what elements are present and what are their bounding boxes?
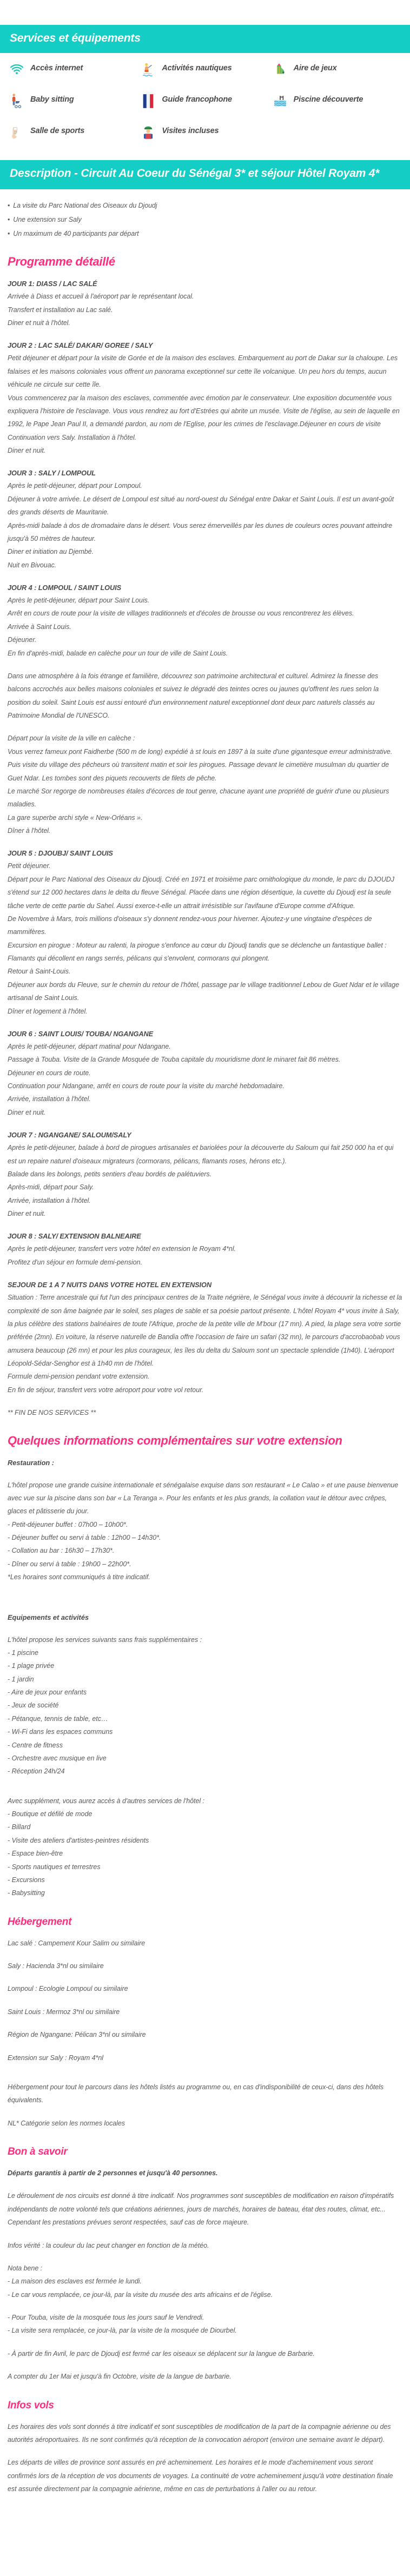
day-paragraph: Balade dans les bolongs, petits sentiers d'eau bordés de palétuviers.: [8, 1170, 211, 1178]
equipement-item: - 1 piscine: [8, 1648, 38, 1657]
spacer: [8, 2360, 402, 2370]
day-title-3: JOUR 3 : SALY / LOMPOUL: [8, 469, 96, 478]
equipement-item: - Centre de fitness: [8, 1741, 63, 1749]
equipement-item: - Aire de jeux pour enfants: [8, 1688, 87, 1697]
day-paragraph: Vous commencerez par la maison des esclaves, commentée avec émotion par le conservateur. Une exposition documentée vous expliquera l'histoire de l'esclavage. Vous vous rendrez au fort d'Estrées qui abrite un musée. Visite de l'église, au sein de laquelle en 1992, le Pape Jean Paul II, a demandé pardon, au nom de l'Eglise, pour les crimes de l'esclavage.Déjeuner en cours de visite: [8, 394, 400, 428]
equipement-item: - 1 jardin: [8, 1675, 34, 1683]
nota-bene-item: - La maison des esclaves est fermée le lundi.: [8, 2277, 142, 2286]
equipements-free-intro: L'hôtel propose les services suivants sans frais supplémentaires :: [8, 1635, 202, 1644]
service-label: Accès internet: [30, 63, 83, 72]
hebergement-line: Extension sur Saly : Royam 4*nl: [8, 2054, 104, 2062]
equipement-item: - Jeux de société: [8, 1701, 59, 1710]
infos-vols-heading: Infos vols: [8, 2399, 54, 2411]
bon-a-savoir-closing: A compter du 1er Mai et jusqu'à fin Octobre, visite de la langue de barbarie.: [8, 2373, 232, 2381]
day-paragraph: Arrivée à Saint Louis.: [8, 623, 71, 631]
day-paragraph: Continuation vers Saly. Installation à l'hôtel.: [8, 433, 137, 441]
fitness-icon: [8, 123, 26, 142]
day-paragraph: Diner et nuit.: [8, 1108, 46, 1116]
day-paragraph: Arrivée, installation à l'hôtel.: [8, 1095, 91, 1103]
extension-paragraph: En fin de séjour, transfert vers votre aéroport pour votre vol retour.: [8, 1386, 204, 1394]
day-title-4: JOUR 4 : LOMPOUL / SAINT LOUIS: [8, 584, 122, 592]
equipement-item: - Babysitting: [8, 1889, 45, 1897]
spacer: [8, 660, 402, 670]
infos-vols-paragraph: Les départs de villes de province sont assurés en pré acheminement. Les horaires et le mode d'acheminement vous seront confirmés lors de la réception de vos documents de voyages. La continuité de votre acheminement jusqu'à votre destination finale est assurée directement par la compagnie aérienne, même en cas de perturbations à l'aller ou au retour.: [8, 2459, 393, 2493]
equipement-item: - Orchestre avec musique en live: [8, 1754, 107, 1762]
service-label: Piscine découverte: [293, 95, 363, 104]
day-title-8: JOUR 8 : SALY/ EXTENSION BALNEAIRE: [8, 1232, 141, 1241]
description-content: [0, 199, 410, 2512]
service-label: Guide francophone: [162, 95, 232, 104]
equipements-paid-intro: Avec supplément, vous aurez accès à d'autres services de l'hôtel :: [8, 1797, 204, 1805]
swimming-pool-icon: [271, 92, 289, 110]
spacer: [8, 1624, 402, 1633]
nota-bene-item: - Le car vous remplacée, ce jour-là, par la visite du musée des arts africains et de l'église.: [8, 2290, 273, 2299]
spacer: [8, 2495, 402, 2512]
service-item-visites-incluses: [139, 123, 270, 146]
day-paragraph: Après le petit-déjeuner, balade à bord de pirogues artisanales et bariolées pour la découverte du Saloum qui fait 250 000 ha et qui est un repaire naturel d'oiseaux migrateurs (cormorans, pélicans, flamants roses, hérons etc.).: [8, 1144, 394, 1165]
service-item-guide-francophone: [139, 92, 270, 115]
spacer: [8, 2180, 402, 2189]
equipement-item: - Visite des ateliers d'artistes-peintres résidents: [8, 1836, 149, 1844]
spacer: [8, 1778, 402, 1794]
day-title-7: JOUR 7 : NGANGANE/ SALOUM/SALY: [8, 1131, 131, 1140]
day-paragraph: Après le petit-déjeuner, transfert vers votre hôtel en extension le Royam 4*nl.: [8, 1245, 236, 1253]
highlight-item: • La visite du Parc National des Oiseaux du Djoudj: [8, 199, 402, 213]
service-item-piscine-decouverte: [271, 92, 402, 115]
day-paragraph: De Novembre à Mars, trois millions d'oiseaux s'y donnent rendez-vous pour hiverner. Ajoutez-y une vingtaine d'espèces de mammifères.: [8, 915, 372, 936]
service-label: Visites incluses: [162, 126, 219, 135]
highlight-item: • Une extension sur Saly: [8, 213, 402, 227]
day-paragraph: Diner et initiation au Djembé.: [8, 548, 94, 556]
service-label: Activités nautiques: [162, 63, 232, 72]
day-paragraph: Continuation pour Ndangane, arrêt en cours de route pour la visite du marché hebdomadaire.: [8, 1082, 285, 1090]
restauration-intro: L'hôtel propose une grande cuisine internationale et sénégalaise exquise dans son restaurant « Le Calao » et une pause bienvenue avec vue sur la piscine dans son bar « La Teranga ». Pour les enfants et les plus grands, la collation vaut le détour avec crêpes, glaces et pâtisserie du jour.: [8, 1481, 399, 1515]
nota-bene-title: Nota bene :: [8, 2264, 43, 2272]
service-item-empty: [271, 123, 402, 146]
day-paragraph: Arrivée à Diass et accueil à l'aéroport par le représentant local.: [8, 293, 194, 301]
nota-bene-item: - La visite sera remplacée, ce jour-là, par la visite de la mosquée de Diourbel.: [8, 2327, 237, 2335]
hebergement-line: Saly : Hacienda 3*nl ou similaire: [8, 1962, 104, 1970]
infos-vols-paragraph: Les horaires des vols sont donnés à titre indicatif et sont susceptibles de modification de la part de la compagnie aérienne ou des autorités aéroportuaires. Ils ne sont confirmés qu'à réception de la convocation aéroport (environ une semaine avant le départ).: [8, 2422, 391, 2443]
equipements-free-list: [8, 1646, 402, 1778]
day-title-2: JOUR 2 : LAC SALÉ/ DAKAR/ GOREE / SALY: [8, 341, 153, 350]
day-paragraph: En fin d'après-midi, balade en calèche pour un tour de ville de Saint Louis.: [8, 649, 228, 657]
equipement-item: - Billard: [8, 1823, 31, 1831]
spacer: [8, 1950, 402, 1959]
bon-a-savoir-heading: Bon à savoir: [8, 2146, 68, 2158]
wifi-icon: [8, 61, 26, 79]
day-paragraph: La gare superbe archi style « New-Orléans ».: [8, 813, 143, 822]
day-paragraph: Profitez d'un séjour en formule demi-pension.: [8, 1258, 142, 1266]
day-paragraph: Départ pour le Parc National des Oiseaux du Djoudj. Créé en 1971 et troisième parc ornithologique du monde, le parc du DJOUDJ s'étend sur 12 000 hectares dans le delta du fleuve Sénégal. Placée dans une région désertique, la cuvette du Djoudj est la seule tâche verte de cette partie du Sahel. Aussi exerce-t-elle un attrait irrésistible sur l'avifaune d'Europe comme d'Afrique.: [8, 875, 394, 910]
day-paragraph: Arrivée, installation à l'hôtel.: [8, 1196, 91, 1204]
day-title-1: JOUR 1: DIASS / LAC SALÉ: [8, 280, 97, 288]
bon-a-savoir-closing: - À partir de fin Avril, le parc de Djoudj est fermé car les oiseaux se déplacent sur la langue de Barbarie.: [8, 2349, 315, 2358]
day-paragraph: Après le petit-déjeuner, départ pour Lompoul.: [8, 482, 142, 490]
departures-guarantee: Départs garantis à partir de 2 personnes et jusqu'à 40 personnes.: [8, 2169, 218, 2177]
schedule-item: - Petit-déjeuner buffet : 07h00 – 10h00*.: [8, 1520, 128, 1528]
water-sports-icon: [139, 61, 157, 79]
spacer: [8, 722, 402, 732]
day-paragraph: Passage à Touba. Visite de la Grande Mosquée de Touba capitale du mouridisme dont le minaret fait 86 mètres.: [8, 1056, 341, 1064]
highlight-item: • Un maximum de 40 participants par départ: [8, 227, 402, 241]
service-label: Baby sitting: [30, 95, 74, 104]
bon-a-savoir-paragraph: Le déroulement de nos circuits est donné à titre indicatif. Nos programmes sont susceptibles de modification en raison d'impératifs indépendants de notre volonté tels que créations aériennes, jours de marchés, horaires de bateau, état des routes, climat, etc... Cependant les prestations prévues seront respectées, sauf cas de force majeure.: [8, 2192, 394, 2227]
french-flag-icon: [139, 92, 157, 110]
day-paragraph: Excursion en pirogue : Moteur au ralenti, la pirogue s'enfonce au cœur du Djoudj tandis que se déclenche un fantastique ballet : Flamants qui décollent en rangs serrés, pélicans qui s'envolent, cormorans qui plongent.: [8, 941, 387, 963]
spacer: [8, 1396, 402, 1406]
equipement-item: - Réception 24h/24: [8, 1767, 65, 1776]
service-item-baby-sitting: [8, 92, 139, 115]
extension-info-heading: Quelques informations complémentaires sur votre extension: [8, 1433, 342, 1447]
baby-sitting-icon: [8, 92, 26, 110]
day-paragraph: Arrêt en cours de route pour la visite de villages traditionnels et d'écoles de brousse ou vous rencontrerez les élèves.: [8, 610, 354, 618]
schedule-item: - Dîner ou servi à table : 19h00 – 22h00*.: [8, 1560, 131, 1568]
service-label: Aire de jeux: [293, 63, 337, 72]
day-paragraph: Déjeuner aux bords du Fleuve, sur le chemin du retour de l'hôtel, passage par le village traditionnel Lebou de Guet Ndar et le village artisanal de Saint Louis.: [8, 981, 399, 1002]
equipement-item: - 1 plage privée: [8, 1662, 55, 1670]
extension-stay-title: SEJOUR DE 1 A 7 NUITS DANS VOTRE HOTEL EN EXTENSION: [8, 1281, 211, 1289]
spacer: [8, 2107, 402, 2117]
spacer: [8, 2446, 402, 2456]
hebergement-line: Lompoul : Ecologie Lompoul ou similaire: [8, 1985, 128, 1993]
day-title-6: JOUR 6 : SAINT LOUIS/ TOUBA/ NGANGANE: [8, 1029, 154, 1038]
spacer: [8, 2042, 402, 2051]
spacer: [8, 2252, 402, 2262]
day-paragraph: Déjeuner à votre arrivée. Le désert de Lompoul est situé au nord-ouest du Sénégal entre Dakar et Saint Louis. Il est un avant-goût des grands déserts de Mauritanie.: [8, 495, 394, 516]
equipement-item: - Boutique et défilé de mode: [8, 1810, 92, 1818]
day-paragraph: Après-midi balade à dos de dromadaire dans le désert. Vous serez émerveillés par les dunes de couleurs ocres pouvant atteindre jusqu'à 50 mètres de hauteur.: [8, 521, 392, 542]
day-paragraph: Le marché Sor regorge de nombreuses étales d'écorces de tout genre, chacune ayant une propriété de guérir d'une ou plusieurs maladies.: [8, 787, 389, 809]
day-paragraph: Dans une atmosphère à la fois étrange et familière, découvrez son patrimoine architectural et culturel. Admirez la finesse des balcons accrochés aux belles maisons coloniales et suivez le dégradé des teintes ocres ou jaunes qu'offrent les rues selon la position du soleil. Saint Louis est aussi entouré d'un environnement naturel exceptionnel dont deux parc naturels classés au Patrimoine Mondial de l'UNESCO.: [8, 672, 379, 720]
hebergement-note: Hébergement pour tout le parcours dans les hôtels listés au programme ou, en cas d'indisponibilité de ceux-ci, dans des hôtels équivalents.: [8, 2083, 384, 2104]
spacer: [8, 2064, 402, 2081]
restauration-footnote: *Les horaires sont communiqués à titre indicatif.: [8, 1573, 150, 1581]
equipement-item: - Excursions: [8, 1876, 45, 1884]
restauration-schedule-list: [8, 1518, 402, 1571]
equipement-item: - Pétanque, tennis de table, etc…: [8, 1714, 108, 1723]
equipement-item: - Sports nautiques et terrestres: [8, 1863, 101, 1871]
day-paragraph: Dîner et logement à l'hôtel.: [8, 1007, 88, 1015]
services-row: [8, 92, 402, 123]
restauration-title: Restauration :: [8, 1458, 55, 1467]
nota-bene-item: - Pour Touba, visite de la mosquée tous les jours sauf le Vendredi.: [8, 2314, 204, 2322]
hebergement-line: Région de Ngangane: Pélican 3*nl ou similaire: [8, 2031, 146, 2039]
spacer: [8, 2337, 402, 2347]
services-row: [8, 123, 402, 155]
equipement-item: - Wi-Fi dans les espaces communs: [8, 1728, 113, 1736]
day-paragraph: Petit déjeuner et départ pour la visite de Gorée et de la maison des esclaves. Embarquement au port de Dakar sur la chaloupe. Les falaises et les maisons coloniales vous offrent un panorama exceptionnel sur cette île volcanique. Un peu hors du temps, aucun véhicule ne circule sur cette île.: [8, 354, 398, 389]
spacer: [8, 2301, 402, 2311]
day-title-5: JOUR 5 : DJOUBJ/ SAINT LOUIS: [8, 849, 113, 858]
service-item-activites-nautiques: [139, 61, 270, 83]
tourist-icon: [139, 123, 157, 142]
day-paragraph: Déjeuner.: [8, 636, 37, 644]
schedule-item: - Déjeuner buffet ou servi à table : 12h00 – 14h30*.: [8, 1534, 161, 1542]
day-paragraph: Retour à Saint-Louis.: [8, 968, 71, 976]
programme-heading: Programme détaillé: [8, 255, 115, 269]
spacer: [8, 1996, 402, 2005]
extension-paragraph: Formule demi-pension pendant votre extension.: [8, 1373, 150, 1381]
service-label: Salle de sports: [30, 126, 85, 135]
end-of-services-note: ** FIN DE NOS SERVICES **: [8, 1409, 96, 1417]
hebergement-line: Saint Louis : Mermoz 3*nl ou similaire: [8, 2008, 120, 2016]
service-item-aire-de-jeux: [271, 61, 402, 83]
hebergement-category-note: NL* Catégorie selon les normes locales: [8, 2119, 125, 2127]
extension-paragraph: Situation : Terre ancestrale qui fut l'un des principaux centres de la Traite négrière, le Sénégal vous invite à découvrir la richesse et la complexité de son âme baignée par le soleil, ses plages de sable et sa poésie partout présente. L'hôtel Royam 4* vous invite à Saly, la plus célèbre des stations balnéaires de toute l'Afrique, proche de la petite ville de M'bour (17 mn). A pied, la plage sera votre sortie préférée (2mn). En voiture, la réserve naturelle de Bandia offre l'occasion de faire un safari (32 mn), le parcours d'accrobaobab vous amusera beaucoup (26 mn) et pour les plus courageux, les îles du delta du Saloum sont un spectacle splendide (1h40). L'aéroport Léopold-Sédar-Senghor est à 1h40 mn de l'hôtel.: [8, 1294, 402, 1368]
day-paragraph: Après-midi, départ pour Saly.: [8, 1183, 94, 1191]
equipements-paid-list: [8, 1807, 402, 1900]
hebergement-heading: Hébergement: [8, 1916, 72, 1928]
day-paragraph: Vous verrez fameux pont Faidherbe (500 m de long) expédié à st louis en 1897 à la suite d'une gigantesque erreur administrative. Puis visite du village des pêcheurs où transitent matin et soir les pirogues. Passage devant le cimetière musulman du quartier de Guet Ndar. Les tombes sont des piquets recouverts de filets de pêche.: [8, 747, 393, 782]
services-row: [8, 61, 402, 92]
spacer: [8, 1469, 402, 1479]
day-paragraph: Après le petit-déjeuner, départ matinal pour Ndangane.: [8, 1042, 171, 1050]
playground-icon: [271, 61, 289, 79]
service-item-acces-internet: [8, 61, 139, 83]
day-paragraph: Après le petit-déjeuner, départ pour Saint Louis.: [8, 597, 150, 605]
equipement-item: - Espace bien-être: [8, 1850, 63, 1858]
spacer: [8, 1972, 402, 1982]
day-paragraph: Départ pour la visite de la ville en calèche :: [8, 734, 135, 743]
day-paragraph: Diner et nuit.: [8, 447, 46, 455]
spacer: [8, 2229, 402, 2239]
spacer: [8, 2018, 402, 2028]
description-section-heading: Description - Circuit Au Coeur du Sénégal 3* et séjour Hôtel Royam 4*: [0, 160, 410, 190]
day-paragraph: Petit déjeuner.: [8, 862, 51, 870]
schedule-item: - Collation au bar : 16h30 – 17h30*.: [8, 1547, 115, 1555]
day-paragraph: Diner et nuit à l'hôtel.: [8, 319, 70, 327]
service-item-salle-de-sports: [8, 123, 139, 146]
services-section-heading: Services et équipements: [0, 25, 410, 53]
hebergement-line: Lac salé : Campement Kour Salim ou similaire: [8, 1939, 146, 1947]
day-paragraph: Nuit en Bivouac.: [8, 561, 57, 569]
spacer: [8, 1584, 402, 1613]
day-paragraph: Transfert et installation au Lac salé.: [8, 306, 113, 314]
day-paragraph: Dîner à l'hôtel.: [8, 827, 51, 835]
highlights-list: [8, 199, 402, 241]
services-grid: [0, 53, 410, 160]
day-paragraph: Déjeuner en cours de route.: [8, 1069, 91, 1077]
day-paragraph: Diner et nuit.: [8, 1210, 46, 1218]
bon-a-savoir-paragraph: Infos vérité : la couleur du lac peut changer en fonction de la météo.: [8, 2241, 209, 2249]
equipements-title: Equipements et activités: [8, 1613, 89, 1621]
